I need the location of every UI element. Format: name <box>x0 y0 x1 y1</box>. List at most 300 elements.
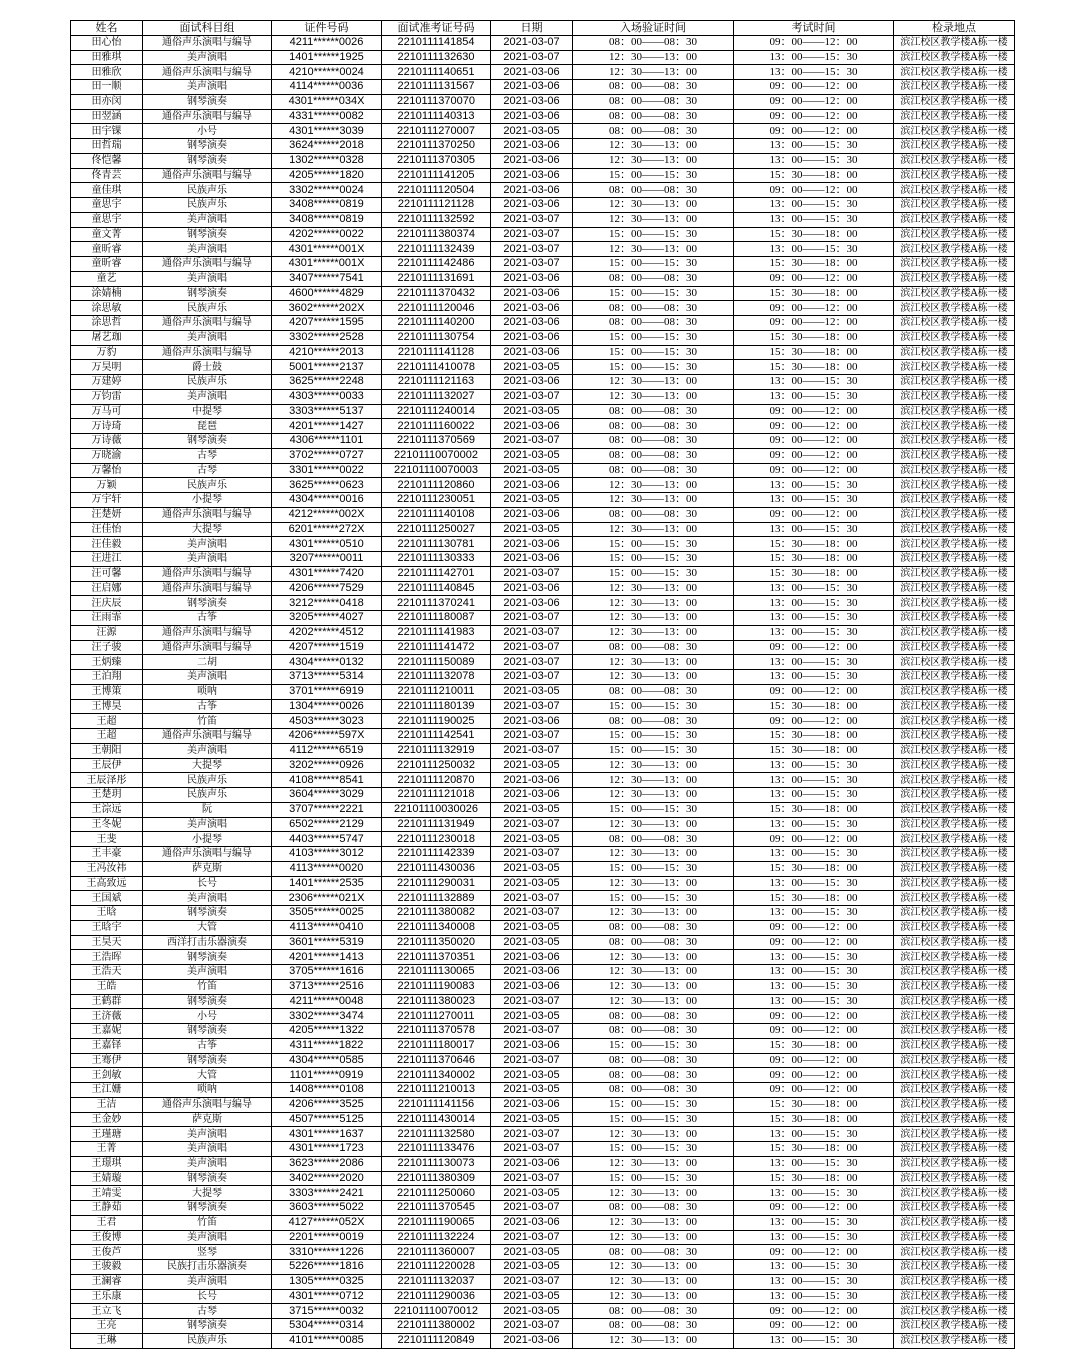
cell-check-in-time: 12：30——13：00 <box>573 596 734 611</box>
cell-location: 滨江校区教学楼A栋一楼 <box>894 1024 1015 1039</box>
cell-id-number: 4205******1820 <box>272 168 382 183</box>
table-row <box>71 817 1015 832</box>
table-row <box>71 286 1015 301</box>
cell-location: 滨江校区教学楼A栋一楼 <box>894 876 1015 891</box>
table-row <box>71 802 1015 817</box>
table-row <box>71 699 1015 714</box>
cell-admission-number: 2210111370305 <box>382 153 491 168</box>
cell-check-in-time: 12：30——13：00 <box>573 994 734 1009</box>
cell-subject: 古筝 <box>143 699 272 714</box>
exam-schedule-sheet <box>70 20 1014 1349</box>
cell-check-in-time: 08：00——08：30 <box>573 714 734 729</box>
cell-admission-number: 2210111131567 <box>382 80 491 95</box>
cell-id-number: 4311******1822 <box>272 1038 382 1053</box>
cell-admission-number: 2210111240014 <box>382 404 491 419</box>
cell-location: 滨江校区教学楼A栋一楼 <box>894 301 1015 316</box>
cell-admission-number: 2210111132439 <box>382 242 491 257</box>
cell-admission-number: 2210111120870 <box>382 773 491 788</box>
cell-admission-number: 2210111141472 <box>382 640 491 655</box>
cell-exam-time: 13：00——15：30 <box>734 876 894 891</box>
cell-subject: 钢琴演奏 <box>143 596 272 611</box>
cell-subject: 小号 <box>143 1009 272 1024</box>
cell-location: 滨江校区教学楼A栋一楼 <box>894 1097 1015 1112</box>
table-row <box>71 257 1015 272</box>
cell-admission-number: 2210111140845 <box>382 581 491 596</box>
table-row <box>71 1038 1015 1053</box>
cell-subject: 钢琴演奏 <box>143 139 272 154</box>
cell-id-number: 1401******1925 <box>272 50 382 65</box>
cell-check-in-time: 08：00——08：30 <box>573 1083 734 1098</box>
cell-admission-number: 2210111220028 <box>382 1260 491 1275</box>
cell-name: 王超 <box>71 714 143 729</box>
cell-exam-time: 09：00——12：00 <box>734 301 894 316</box>
cell-subject: 西洋打击乐器演奏 <box>143 935 272 950</box>
cell-id-number: 3705******1616 <box>272 965 382 980</box>
cell-exam-time: 09：00——12：00 <box>734 183 894 198</box>
cell-id-number: 3603******5022 <box>272 1201 382 1216</box>
cell-exam-time: 15：30——18：00 <box>734 743 894 758</box>
cell-exam-time: 13：00——15：30 <box>734 153 894 168</box>
cell-date: 2021-03-07 <box>491 242 573 257</box>
cell-id-number: 2201******0019 <box>272 1230 382 1245</box>
cell-location: 滨江校区教学楼A栋一楼 <box>894 581 1015 596</box>
cell-location: 滨江校区教学楼A栋一楼 <box>894 1333 1015 1348</box>
cell-admission-number: 2210111360007 <box>382 1245 491 1260</box>
cell-subject: 唢呐 <box>143 684 272 699</box>
cell-check-in-time: 12：30——13：00 <box>573 522 734 537</box>
cell-name: 王皓 <box>71 979 143 994</box>
cell-admission-number: 2210111380374 <box>382 227 491 242</box>
cell-name: 王昊天 <box>71 935 143 950</box>
cell-exam-time: 13：00——15：30 <box>734 65 894 80</box>
cell-name: 万宇轩 <box>71 493 143 508</box>
cell-location: 滨江校区教学楼A栋一楼 <box>894 847 1015 862</box>
table-body <box>71 35 1015 1348</box>
cell-location: 滨江校区教学楼A栋一楼 <box>894 493 1015 508</box>
table-row <box>71 1245 1015 1260</box>
cell-id-number: 4210******0024 <box>272 65 382 80</box>
cell-admission-number: 22101110070012 <box>382 1304 491 1319</box>
table-row <box>71 552 1015 567</box>
cell-location: 滨江校区教学楼A栋一楼 <box>894 434 1015 449</box>
cell-subject: 钢琴演奏 <box>143 906 272 921</box>
cell-check-in-time: 12：30——13：00 <box>573 950 734 965</box>
cell-exam-time: 09：00——12：00 <box>734 404 894 419</box>
cell-date: 2021-03-05 <box>491 448 573 463</box>
cell-check-in-time: 12：30——13：00 <box>573 979 734 994</box>
table-row <box>71 478 1015 493</box>
cell-name: 万马可 <box>71 404 143 419</box>
cell-name: 王江姗 <box>71 1083 143 1098</box>
cell-admission-number: 2210111340008 <box>382 920 491 935</box>
cell-admission-number: 2210111190065 <box>382 1215 491 1230</box>
table-row <box>71 212 1015 227</box>
cell-id-number: 4114******0036 <box>272 80 382 95</box>
table-row <box>71 1156 1015 1171</box>
cell-name: 王辰泽彤 <box>71 773 143 788</box>
table-row <box>71 655 1015 670</box>
cell-admission-number: 22101110070002 <box>382 448 491 463</box>
cell-admission-number: 2210111370432 <box>382 286 491 301</box>
cell-admission-number: 2210111142541 <box>382 729 491 744</box>
cell-check-in-time: 15：00——15：30 <box>573 330 734 345</box>
cell-subject: 钢琴演奏 <box>143 1024 272 1039</box>
cell-name: 王静茹 <box>71 1201 143 1216</box>
cell-location: 滨江校区教学楼A栋一楼 <box>894 448 1015 463</box>
cell-subject: 美声演唱 <box>143 242 272 257</box>
cell-location: 滨江校区教学楼A栋一楼 <box>894 729 1015 744</box>
cell-exam-time: 15：30——18：00 <box>734 566 894 581</box>
cell-check-in-time: 08：00——08：30 <box>573 448 734 463</box>
cell-name: 屠艺珈 <box>71 330 143 345</box>
cell-check-in-time: 15：00——15：30 <box>573 729 734 744</box>
cell-exam-time: 13：00——15：30 <box>734 611 894 626</box>
cell-id-number: 3604******3029 <box>272 788 382 803</box>
cell-admission-number: 22101110030026 <box>382 802 491 817</box>
cell-name: 王淙远 <box>71 802 143 817</box>
cell-subject: 通俗声乐演唱与编导 <box>143 507 272 522</box>
cell-subject: 美声演唱 <box>143 389 272 404</box>
cell-id-number: 3624******2018 <box>272 139 382 154</box>
cell-check-in-time: 12：30——13：00 <box>573 965 734 980</box>
cell-exam-time: 13：00——15：30 <box>734 596 894 611</box>
cell-location: 滨江校区教学楼A栋一楼 <box>894 1274 1015 1289</box>
cell-name: 汪雨霏 <box>71 611 143 626</box>
table-row <box>71 1068 1015 1083</box>
cell-check-in-time: 08：00——08：30 <box>573 80 734 95</box>
cell-name: 王晗 <box>71 906 143 921</box>
cell-name: 王靖雯 <box>71 1186 143 1201</box>
cell-admission-number: 2210111121163 <box>382 375 491 390</box>
cell-location: 滨江校区教学楼A栋一楼 <box>894 478 1015 493</box>
cell-location: 滨江校区教学楼A栋一楼 <box>894 537 1015 552</box>
cell-name: 佟青芸 <box>71 168 143 183</box>
cell-date: 2021-03-06 <box>491 94 573 109</box>
cell-name: 王君 <box>71 1215 143 1230</box>
cell-id-number: 4211******0048 <box>272 994 382 1009</box>
cell-exam-time: 13：00——15：30 <box>734 655 894 670</box>
cell-date: 2021-03-06 <box>491 286 573 301</box>
cell-name: 王骞伊 <box>71 1053 143 1068</box>
cell-name: 汪庆辰 <box>71 596 143 611</box>
cell-admission-number: 2210111210013 <box>382 1083 491 1098</box>
cell-exam-time: 15：30——18：00 <box>734 802 894 817</box>
cell-date: 2021-03-06 <box>491 153 573 168</box>
cell-subject: 竖琴 <box>143 1245 272 1260</box>
cell-exam-time: 13：00——15：30 <box>734 788 894 803</box>
cell-admission-number: 2210111132630 <box>382 50 491 65</box>
table-row <box>71 640 1015 655</box>
cell-exam-time: 09：00——12：00 <box>734 1024 894 1039</box>
cell-name: 田一顺 <box>71 80 143 95</box>
cell-exam-time: 13：00——15：30 <box>734 817 894 832</box>
cell-subject: 通俗声乐演唱与编导 <box>143 257 272 272</box>
cell-name: 涂思敏 <box>71 301 143 316</box>
cell-subject: 通俗声乐演唱与编导 <box>143 581 272 596</box>
header-name: 姓名 <box>71 21 143 36</box>
table-row <box>71 1053 1015 1068</box>
cell-date: 2021-03-07 <box>491 655 573 670</box>
cell-subject: 长号 <box>143 876 272 891</box>
cell-name: 童思宇 <box>71 212 143 227</box>
cell-location: 滨江校区教学楼A栋一楼 <box>894 1289 1015 1304</box>
cell-name: 王嘉妮 <box>71 1024 143 1039</box>
table-row <box>71 876 1015 891</box>
cell-date: 2021-03-07 <box>491 847 573 862</box>
cell-exam-time: 13：00——15：30 <box>734 198 894 213</box>
table-row <box>71 581 1015 596</box>
cell-check-in-time: 08：00——08：30 <box>573 35 734 50</box>
table-row <box>71 788 1015 803</box>
cell-date: 2021-03-07 <box>491 611 573 626</box>
cell-id-number: 4103******3012 <box>272 847 382 862</box>
cell-date: 2021-03-05 <box>491 522 573 537</box>
cell-admission-number: 2210111140200 <box>382 316 491 331</box>
cell-location: 滨江校区教学楼A栋一楼 <box>894 507 1015 522</box>
cell-date: 2021-03-06 <box>491 316 573 331</box>
cell-name: 田心怡 <box>71 35 143 50</box>
cell-check-in-time: 12：30——13：00 <box>573 493 734 508</box>
cell-location: 滨江校区教学楼A栋一楼 <box>894 1304 1015 1319</box>
cell-check-in-time: 12：30——13：00 <box>573 788 734 803</box>
cell-name: 童昕睿 <box>71 257 143 272</box>
cell-id-number: 4301******3039 <box>272 124 382 139</box>
cell-exam-time: 13：00——15：30 <box>734 1215 894 1230</box>
cell-id-number: 4210******2013 <box>272 345 382 360</box>
cell-date: 2021-03-07 <box>491 1201 573 1216</box>
cell-date: 2021-03-07 <box>491 389 573 404</box>
cell-location: 滨江校区教学楼A栋一楼 <box>894 257 1015 272</box>
cell-check-in-time: 08：00——08：30 <box>573 94 734 109</box>
cell-date: 2021-03-05 <box>491 124 573 139</box>
cell-admission-number: 2210111141205 <box>382 168 491 183</box>
cell-exam-time: 15：30——18：00 <box>734 1038 894 1053</box>
cell-admission-number: 2210111230018 <box>382 832 491 847</box>
cell-date: 2021-03-07 <box>491 50 573 65</box>
cell-subject: 通俗声乐演唱与编导 <box>143 847 272 862</box>
cell-name: 王丰豪 <box>71 847 143 862</box>
cell-check-in-time: 08：00——08：30 <box>573 684 734 699</box>
cell-exam-time: 09：00——12：00 <box>734 35 894 50</box>
cell-check-in-time: 12：30——13：00 <box>573 212 734 227</box>
header-location: 检录地点 <box>894 21 1015 36</box>
header-id-number: 证件号码 <box>272 21 382 36</box>
table-row <box>71 1333 1015 1348</box>
cell-location: 滨江校区教学楼A栋一楼 <box>894 1156 1015 1171</box>
cell-date: 2021-03-07 <box>491 1024 573 1039</box>
cell-name: 汪子骏 <box>71 640 143 655</box>
table-row <box>71 625 1015 640</box>
cell-subject: 美声演唱 <box>143 50 272 65</box>
cell-admission-number: 22101110070003 <box>382 463 491 478</box>
cell-check-in-time: 08：00——08：30 <box>573 1009 734 1024</box>
cell-subject: 钢琴演奏 <box>143 286 272 301</box>
cell-location: 滨江校区教学楼A栋一楼 <box>894 950 1015 965</box>
cell-name: 王鹤群 <box>71 994 143 1009</box>
table-row <box>71 227 1015 242</box>
cell-name: 汪源 <box>71 625 143 640</box>
cell-date: 2021-03-06 <box>491 507 573 522</box>
cell-location: 滨江校区教学楼A栋一楼 <box>894 817 1015 832</box>
cell-date: 2021-03-05 <box>491 1186 573 1201</box>
cell-location: 滨江校区教学楼A栋一楼 <box>894 1068 1015 1083</box>
cell-exam-time: 13：00——15：30 <box>734 242 894 257</box>
cell-subject: 大管 <box>143 920 272 935</box>
cell-exam-time: 15：30——18：00 <box>734 286 894 301</box>
cell-date: 2021-03-05 <box>491 758 573 773</box>
cell-exam-time: 09：00——12：00 <box>734 1053 894 1068</box>
table-row <box>71 1304 1015 1319</box>
table-row <box>71 670 1015 685</box>
table-row <box>71 714 1015 729</box>
cell-date: 2021-03-06 <box>491 168 573 183</box>
cell-exam-time: 13：00——15：30 <box>734 1333 894 1348</box>
cell-check-in-time: 08：00——08：30 <box>573 1053 734 1068</box>
cell-name: 王亮 <box>71 1319 143 1334</box>
cell-check-in-time: 12：30——13：00 <box>573 1289 734 1304</box>
cell-subject: 民族声乐 <box>143 375 272 390</box>
cell-date: 2021-03-07 <box>491 670 573 685</box>
cell-admission-number: 2210111131949 <box>382 817 491 832</box>
cell-check-in-time: 12：30——13：00 <box>573 1186 734 1201</box>
cell-check-in-time: 12：30——13：00 <box>573 1260 734 1275</box>
cell-date: 2021-03-06 <box>491 80 573 95</box>
cell-date: 2021-03-05 <box>491 1304 573 1319</box>
cell-date: 2021-03-07 <box>491 227 573 242</box>
cell-location: 滨江校区教学楼A栋一楼 <box>894 1171 1015 1186</box>
cell-location: 滨江校区教学楼A栋一楼 <box>894 227 1015 242</box>
cell-id-number: 4202******0022 <box>272 227 382 242</box>
cell-id-number: 4403******5747 <box>272 832 382 847</box>
cell-check-in-time: 12：30——13：00 <box>573 876 734 891</box>
cell-subject: 中提琴 <box>143 404 272 419</box>
cell-id-number: 3202******0926 <box>272 758 382 773</box>
cell-id-number: 4211******0026 <box>272 35 382 50</box>
cell-exam-time: 13：00——15：30 <box>734 212 894 227</box>
cell-id-number: 3302******2528 <box>272 330 382 345</box>
table-row <box>71 965 1015 980</box>
cell-id-number: 5304******0314 <box>272 1319 382 1334</box>
cell-check-in-time: 12：30——13：00 <box>573 1333 734 1348</box>
cell-name: 王国斌 <box>71 891 143 906</box>
cell-admission-number: 2210111141156 <box>382 1097 491 1112</box>
cell-date: 2021-03-06 <box>491 537 573 552</box>
cell-id-number: 1304******0026 <box>272 699 382 714</box>
cell-date: 2021-03-06 <box>491 581 573 596</box>
table-row <box>71 1289 1015 1304</box>
table-row <box>71 404 1015 419</box>
cell-admission-number: 2210111140313 <box>382 109 491 124</box>
cell-admission-number: 2210111250032 <box>382 758 491 773</box>
cell-date: 2021-03-05 <box>491 493 573 508</box>
cell-id-number: 4306******1101 <box>272 434 382 449</box>
cell-admission-number: 2210111141983 <box>382 625 491 640</box>
cell-location: 滨江校区教学楼A栋一楼 <box>894 1319 1015 1334</box>
cell-subject: 通俗声乐演唱与编导 <box>143 566 272 581</box>
cell-date: 2021-03-05 <box>491 463 573 478</box>
cell-admission-number: 2210111380309 <box>382 1171 491 1186</box>
cell-exam-time: 09：00——12：00 <box>734 419 894 434</box>
cell-date: 2021-03-06 <box>491 301 573 316</box>
cell-date: 2021-03-05 <box>491 935 573 950</box>
cell-check-in-time: 08：00——08：30 <box>573 1245 734 1260</box>
table-row <box>71 507 1015 522</box>
cell-check-in-time: 08：00——08：30 <box>573 316 734 331</box>
cell-exam-time: 15：30——18：00 <box>734 227 894 242</box>
cell-date: 2021-03-07 <box>491 1274 573 1289</box>
cell-location: 滨江校区教学楼A栋一楼 <box>894 345 1015 360</box>
cell-location: 滨江校区教学楼A栋一楼 <box>894 1127 1015 1142</box>
table-row <box>71 522 1015 537</box>
cell-subject: 民族声乐 <box>143 478 272 493</box>
cell-exam-time: 09：00——12：00 <box>734 271 894 286</box>
cell-name: 王博策 <box>71 684 143 699</box>
cell-exam-time: 09：00——12：00 <box>734 434 894 449</box>
cell-id-number: 3303******2421 <box>272 1186 382 1201</box>
table-row <box>71 773 1015 788</box>
cell-name: 万诗琦 <box>71 419 143 434</box>
cell-admission-number: 2210111350020 <box>382 935 491 950</box>
cell-exam-time: 13：00——15：30 <box>734 906 894 921</box>
cell-location: 滨江校区教学楼A栋一楼 <box>894 50 1015 65</box>
cell-exam-time: 09：00——12：00 <box>734 507 894 522</box>
cell-date: 2021-03-06 <box>491 1038 573 1053</box>
cell-exam-time: 09：00——12：00 <box>734 714 894 729</box>
cell-date: 2021-03-06 <box>491 965 573 980</box>
cell-name: 王晗宇 <box>71 920 143 935</box>
cell-admission-number: 2210111180017 <box>382 1038 491 1053</box>
cell-name: 汪启娜 <box>71 581 143 596</box>
table-row <box>71 242 1015 257</box>
cell-date: 2021-03-05 <box>491 684 573 699</box>
cell-admission-number: 2210111230051 <box>382 493 491 508</box>
cell-date: 2021-03-06 <box>491 139 573 154</box>
cell-id-number: 4301******1637 <box>272 1127 382 1142</box>
cell-exam-time: 09：00——12：00 <box>734 1083 894 1098</box>
cell-id-number: 4301******001X <box>272 257 382 272</box>
cell-exam-time: 09：00——12：00 <box>734 684 894 699</box>
cell-subject: 古琴 <box>143 463 272 478</box>
cell-subject: 唢呐 <box>143 1083 272 1098</box>
cell-date: 2021-03-05 <box>491 1112 573 1127</box>
table-row <box>71 316 1015 331</box>
cell-subject: 美声演唱 <box>143 212 272 227</box>
cell-name: 童艺 <box>71 271 143 286</box>
cell-id-number: 4331******0082 <box>272 109 382 124</box>
cell-check-in-time: 15：00——15：30 <box>573 1038 734 1053</box>
cell-name: 王立飞 <box>71 1304 143 1319</box>
cell-check-in-time: 08：00——08：30 <box>573 832 734 847</box>
cell-admission-number: 2210111142701 <box>382 566 491 581</box>
cell-subject: 大提琴 <box>143 758 272 773</box>
cell-subject: 小提琴 <box>143 493 272 508</box>
cell-subject: 美声演唱 <box>143 817 272 832</box>
cell-date: 2021-03-06 <box>491 596 573 611</box>
cell-location: 滨江校区教学楼A栋一楼 <box>894 35 1015 50</box>
cell-location: 滨江校区教学楼A栋一楼 <box>894 1260 1015 1275</box>
cell-subject: 通俗声乐演唱与编导 <box>143 168 272 183</box>
cell-check-in-time: 15：00——15：30 <box>573 345 734 360</box>
table-row <box>71 906 1015 921</box>
cell-id-number: 5226******1816 <box>272 1260 382 1275</box>
cell-name: 王高致远 <box>71 876 143 891</box>
cell-id-number: 4127******052X <box>272 1215 382 1230</box>
cell-exam-time: 15：30——18：00 <box>734 168 894 183</box>
cell-id-number: 4301******1723 <box>272 1142 382 1157</box>
cell-subject: 钢琴演奏 <box>143 1171 272 1186</box>
cell-name: 田亦闵 <box>71 94 143 109</box>
table-row <box>71 758 1015 773</box>
